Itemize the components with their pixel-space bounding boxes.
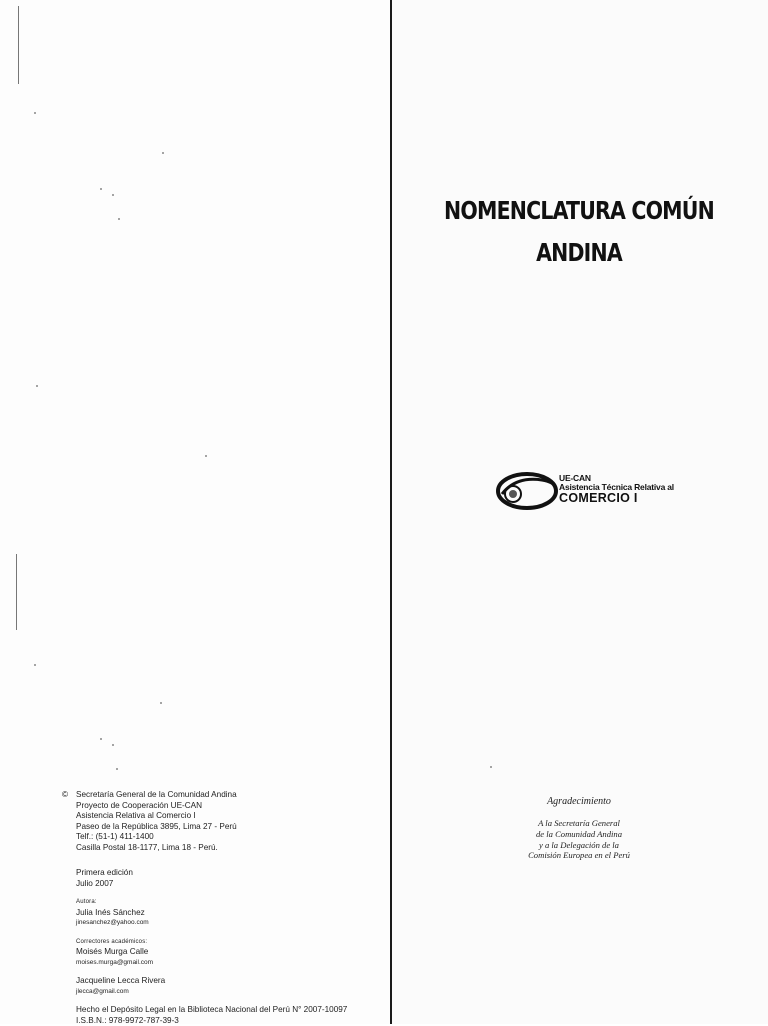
logo-line1: UE-CAN [559, 474, 674, 483]
cover-title-line2: ANDINA [424, 238, 734, 267]
reviewer2-block [62, 976, 347, 997]
reviewers-label: Correctores académicos: [76, 937, 347, 948]
scan-speck [490, 766, 492, 768]
reviewer-email: jlecca@gmail.com [76, 987, 347, 998]
imprint-line: Paseo de la República 3895, Lima 27 - Perú [62, 822, 347, 833]
author-email: jinesanchez@yahoo.com [76, 918, 347, 929]
acknowledgement-line: Comisión Europea en el Perú [390, 850, 768, 861]
edition-block [62, 868, 347, 889]
scan-speck [112, 744, 114, 746]
edition-date: Julio 2007 [76, 879, 347, 890]
legal-block [62, 1005, 347, 1026]
copyright-symbol: © [62, 790, 76, 801]
isbn: I.S.B.N.: 978-9972-787-39-3 [76, 1016, 347, 1026]
scan-speck [100, 188, 102, 190]
scan-speck [112, 194, 114, 196]
cover-title-line1: NOMENCLATURA COMÚN [424, 196, 734, 225]
acknowledgement-title: Agradecimiento [390, 796, 768, 807]
scan-speck [100, 738, 102, 740]
logo-line3: COMERCIO I [559, 492, 674, 505]
reviewer-name: Moisés Murga Calle [76, 947, 347, 958]
scan-speck [116, 768, 118, 770]
ue-can-logo-icon [496, 470, 558, 512]
reviewers-block [62, 937, 347, 969]
imprint-line: Casilla Postal 18-1177, Lima 18 - Perú. [62, 843, 347, 854]
page-edge-mark [16, 554, 17, 630]
acknowledgement-line: A la Secretaría General [390, 818, 768, 829]
legal-deposit: Hecho el Depósito Legal en la Biblioteca Nacional del Perú N° 2007-10097 [76, 1005, 347, 1016]
acknowledgement-line: y a la Delegación de la [390, 840, 768, 851]
scan-speck [162, 152, 164, 154]
page-gutter-line [390, 0, 392, 548]
cover-page [390, 0, 768, 548]
scan-speck [34, 664, 36, 666]
scan-speck [205, 455, 207, 457]
scan-speck [36, 385, 38, 387]
reviewer-name: Jacqueline Lecca Rivera [76, 976, 347, 987]
scan-speck [34, 112, 36, 114]
logo-line2: Asistencia Técnica Relativa al [559, 483, 674, 492]
imprint-line: Secretaría General de la Comunidad Andina [76, 790, 237, 799]
imprint-line: Telf.: (51-1) 411-1400 [62, 832, 347, 843]
edition-label: Primera edición [76, 868, 347, 879]
scan-speck [160, 702, 162, 704]
author-label: Autora: [76, 897, 347, 908]
acknowledgement-page [390, 548, 768, 1024]
imprint-line: Proyecto de Cooperación UE-CAN [62, 801, 347, 812]
imprint-block [62, 790, 347, 1026]
author-name: Julia Inés Sánchez [76, 908, 347, 919]
logo-text [559, 474, 674, 505]
reviewer-email: moises.murga@gmail.com [76, 958, 347, 969]
page-edge-mark [18, 6, 19, 84]
blank-page-top-left [0, 0, 390, 548]
imprint-line: Asistencia Relativa al Comercio I [62, 811, 347, 822]
acknowledgement-text [390, 818, 768, 861]
scan-speck [118, 218, 120, 220]
page-gutter-line [390, 548, 392, 1024]
acknowledgement-line: de la Comunidad Andina [390, 829, 768, 840]
author-block [62, 897, 347, 929]
